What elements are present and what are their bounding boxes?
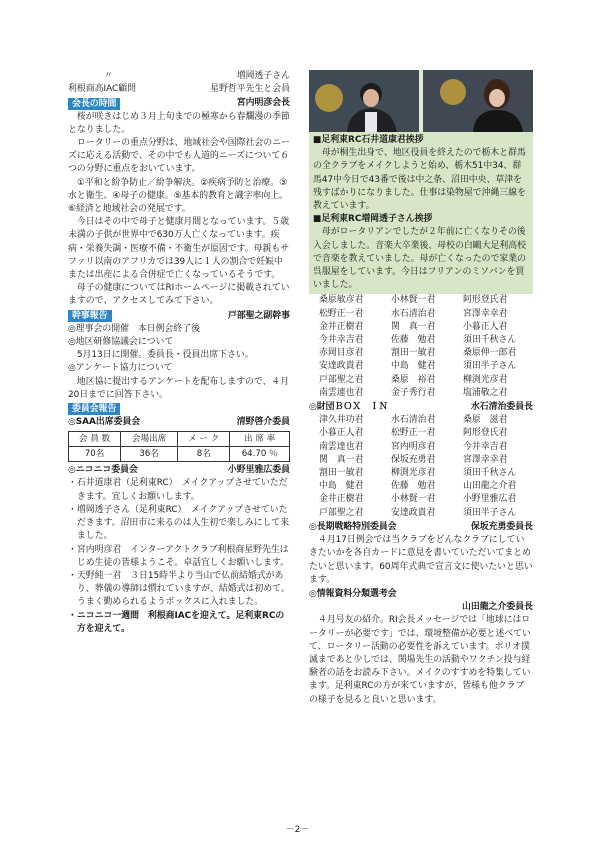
paragraph: 母がロータリアンでしたが２年前に亡くなりその後入会しました。音楽大卒業後、母校の白鷗大足利高校で音楽を教えていました。母が亡くなったので家業の呉服屋をしています。今日はフリアンのミソバンを買いました。 bbox=[313, 227, 526, 291]
speaker-photo-icon bbox=[423, 70, 533, 132]
member-name: 佐藤 勉君 bbox=[391, 481, 436, 492]
longterm-header bbox=[309, 521, 533, 534]
member-name: 須田半子さん bbox=[463, 507, 517, 518]
member-name: 安達政貴君 bbox=[319, 361, 364, 372]
page-number: －2－ bbox=[285, 825, 310, 835]
section-speaker: 戸部聖之副幹事 bbox=[227, 310, 290, 321]
report-item: ◎理事会の開催 本日例会終了後 bbox=[68, 323, 200, 334]
member-name: 桑原 裕君 bbox=[391, 374, 436, 385]
member-name: 金井正樹君 bbox=[319, 321, 364, 332]
member-name: 山田龍之介君 bbox=[463, 481, 517, 492]
member-name: 安達政貴君 bbox=[391, 507, 436, 518]
member-name: 佐藤 勉君 bbox=[391, 335, 436, 346]
member-name: 関 真一君 bbox=[319, 454, 364, 465]
photo-caption: ■足利東RC石井道康君挨拶 bbox=[313, 135, 424, 145]
member-name: 小林賢一君 bbox=[391, 295, 436, 306]
section-speaker: 宮内明彦会長 bbox=[236, 98, 290, 109]
guest-name: 増岡透子さん bbox=[236, 71, 290, 81]
saa-header bbox=[68, 416, 290, 429]
report-detail: 5月13日に開催。委員長・役員出席下さい。 bbox=[76, 350, 254, 361]
member-name: 金子秀行君 bbox=[391, 387, 436, 398]
member-name: 須田千秋さん bbox=[463, 335, 517, 346]
section-tag: 委員会報告 bbox=[68, 403, 120, 415]
member-name: 水石清治君 bbox=[391, 415, 436, 426]
paragraph: 今日はその中で母子と健康月間となっています。５歳未満の子供が世界中で630万人亡くなっています。疾病・栄養失調・医療不備・不衛生が原因です。母親もサファリ以南のアフリカでは39人に１人の割合で妊娠中または出産による合併症で亡くなっているそうです。 bbox=[68, 217, 290, 281]
paragraph: 桜が咲きはじめ３月上旬までの極寒から春爛漫の季節となりました。 bbox=[68, 111, 290, 135]
report-item: ◎アンケート協力について bbox=[68, 363, 173, 374]
member-name: 小暮正人君 bbox=[463, 321, 508, 332]
table-cell: 64.70 ％ bbox=[230, 447, 290, 462]
member-list bbox=[309, 414, 533, 520]
guest-line bbox=[68, 83, 290, 96]
member-name: 桑原伸一郎君 bbox=[463, 348, 517, 359]
member-name: 宮澤幸幸君 bbox=[463, 308, 508, 319]
table-cell: 36名 bbox=[121, 447, 178, 462]
member-name: 阿形登氏君 bbox=[463, 428, 508, 439]
box-header bbox=[309, 401, 533, 414]
table-header: 出 席 率 bbox=[230, 432, 290, 447]
member-name: 塩浦敬之君 bbox=[463, 387, 508, 398]
paragraph: 母子の健康についてはRIホームページに掲載されていますので、アクセスしてみて下さい。 bbox=[68, 283, 290, 307]
greeting-box bbox=[309, 132, 533, 294]
left-column bbox=[68, 70, 290, 636]
list-item: ・増岡透子さん（足利東RC） メイクアップさせていただきます。沼田市に来るのは人生初で楽しみにして来ました。 bbox=[68, 504, 290, 542]
committee-title: ◎SAA出席委員会 bbox=[68, 417, 141, 428]
guest-line bbox=[68, 70, 290, 83]
committee-speaker: 山田龍之介委員長 bbox=[462, 602, 533, 613]
info-speaker-line bbox=[309, 601, 533, 614]
section-tag: 幹事報告 bbox=[68, 310, 112, 322]
member-name: 小野里雅広君 bbox=[463, 494, 517, 505]
paragraph: ４月号友の紹介。RI会長メッセージでは「地球にはロータリーが必要です」では、環境整備が必要と述べていて、ロータリー活動の必要性を訴えています。ポリオ撲滅まであと少しでは、関場先生の活動やワクチン投与経験者の話をお読み下さい。メイクのすすめを特集しています。足利東RCの方が来ていますが、皆様も他クラブの様子を見ると良いと思います。 bbox=[309, 615, 531, 705]
member-name: 水石清治君 bbox=[391, 308, 436, 319]
member-name: 宮内明彦君 bbox=[391, 441, 436, 452]
member-name: 津久井功君 bbox=[319, 415, 364, 426]
guest-name: 星野哲平先生と会員 bbox=[210, 84, 290, 95]
list-item: ・宮内明彦君 インターアクトクラブ利根商星野先生はじめ生徒の皆様ようこそ。卓話宜しくお願いします。 bbox=[68, 544, 289, 568]
member-name: 桑原敏彦君 bbox=[319, 295, 364, 306]
section-tag: 会長の時間 bbox=[68, 98, 120, 110]
committee-speaker: 小野里雅広委員 bbox=[227, 465, 290, 476]
committee-speaker: 水石清治委員長 bbox=[470, 402, 533, 413]
niko-week: ・ニコニコ一週間 利根商IACを迎えて。足利東RCの方を迎えて。 bbox=[68, 610, 285, 634]
list-item: ・石井道康君（足利東RC） メイクアップさせていただきます。宜しくお願いします。 bbox=[68, 478, 288, 502]
photo-caption: ■足利東RC増岡透子さん挨拶 bbox=[313, 214, 433, 225]
photo-masuoka bbox=[423, 70, 533, 132]
table-header: 会 員 数 bbox=[69, 432, 121, 447]
member-name: 南雲連也君 bbox=[319, 387, 364, 398]
member-name: 小暮正人君 bbox=[319, 428, 364, 439]
secretary-section-header bbox=[68, 310, 290, 323]
report-item: ◎地区研修協議会について bbox=[68, 337, 174, 348]
table-row bbox=[69, 447, 290, 462]
member-name: 南雲達也君 bbox=[319, 441, 364, 452]
speaker-photo-icon bbox=[309, 70, 419, 132]
member-name: 小林賢一君 bbox=[391, 494, 436, 505]
member-name: 関 真一君 bbox=[391, 321, 436, 332]
member-name: 戸部聖之君 bbox=[319, 507, 364, 518]
member-name: 中島 健君 bbox=[319, 481, 364, 492]
table-cell: 8名 bbox=[178, 447, 230, 462]
paragraph: ロータリーの重点分野は、地域社会や国際社会のニーズに応える活動で、その中でも人道的ニーズについて６つの分野に重点をおいています。 bbox=[68, 138, 290, 175]
member-name: 松野正一君 bbox=[319, 308, 364, 319]
photo-ishii bbox=[309, 70, 419, 132]
guest-prefix: 〃 bbox=[104, 71, 113, 81]
member-name: 阿形登氏君 bbox=[463, 295, 508, 306]
member-name: 今井幸吉君 bbox=[319, 335, 364, 346]
member-name: 松野正一君 bbox=[391, 428, 436, 439]
committee-section-header bbox=[68, 403, 290, 415]
member-name: 柳渕光彦君 bbox=[391, 468, 436, 479]
member-name: 戸部聖之君 bbox=[319, 374, 364, 385]
member-name: 保坂充勇君 bbox=[391, 454, 436, 465]
member-name: 桑原 滋君 bbox=[463, 415, 508, 426]
member-name: 須田千秋さん bbox=[463, 468, 517, 479]
member-name: 割田一敏君 bbox=[391, 348, 436, 359]
niko-header bbox=[68, 464, 290, 477]
committee-speaker: 保坂充勇委員長 bbox=[470, 521, 533, 532]
president-section-header bbox=[68, 97, 290, 110]
table-header: メ ー ク bbox=[178, 432, 230, 447]
paragraph: ①平和と紛争防止／紛争解決。②疾病予防と治療。③水と衛生。④母子の健康。⑤基本的教育と識字率向上。⑥経済と地域社会の発展です。 bbox=[68, 177, 289, 215]
member-list bbox=[309, 294, 533, 400]
committee-title: ◎情報資料分類選考会 bbox=[309, 588, 397, 599]
list-item: ・天野純一君 ３日15時半より当山で仏前結婚式があり、葬儀の導師は慣れていますが、結婚式は初めて。うまく勤められるようボックスに入れました。 bbox=[68, 570, 290, 608]
member-name: 今井幸吉君 bbox=[463, 441, 508, 452]
report-detail: 地区協に提出するアンケートを配布しますので、４月20日までに回答下さい。 bbox=[68, 376, 290, 400]
committee-title: ◎財団ＢＯＸ ＩＮ bbox=[309, 402, 388, 413]
paragraph: ４月17日例会では当クラブをどんなクラブにしていきたいかを各自カードに意見を書いていただいてまとめたいと思います。60周年式典で宣言文に使いたいと思います。 bbox=[309, 535, 533, 585]
committee-title: ◎長期戦略特別委員会 bbox=[309, 521, 397, 532]
committee-title: ◎ニコニコ委員会 bbox=[68, 465, 138, 476]
right-column bbox=[309, 70, 533, 707]
member-name: 金井正樹君 bbox=[319, 494, 364, 505]
member-name: 中島 健君 bbox=[391, 361, 436, 372]
guest-prefix: 利根商高IAC顧問 bbox=[68, 84, 136, 95]
table-header-row bbox=[69, 432, 290, 447]
attendance-table bbox=[68, 431, 290, 462]
member-name: 宮澤幸幸君 bbox=[463, 454, 508, 465]
member-name: 割田一敏君 bbox=[319, 468, 364, 479]
paragraph: 母が桐生出身で、地区役員を終えたので栃木と群馬の全クラブをメイクしようと始め、栃木51中34、群馬47中今日で43番で後は中之条、沼田中央、草津を残すばかりになりました。仕事は染物屋で沖縄三線を教えています。 bbox=[313, 148, 526, 212]
photo-strip bbox=[309, 70, 533, 132]
table-header: 会場出席 bbox=[121, 432, 178, 447]
info-header bbox=[309, 588, 533, 601]
member-name: 赤岡目彦君 bbox=[319, 348, 364, 359]
table-cell: 70名 bbox=[69, 447, 121, 462]
member-name: 柳渕光彦君 bbox=[463, 374, 508, 385]
committee-speaker: 清野啓介委員 bbox=[236, 417, 290, 428]
member-name: 須田半子さん bbox=[463, 361, 517, 372]
